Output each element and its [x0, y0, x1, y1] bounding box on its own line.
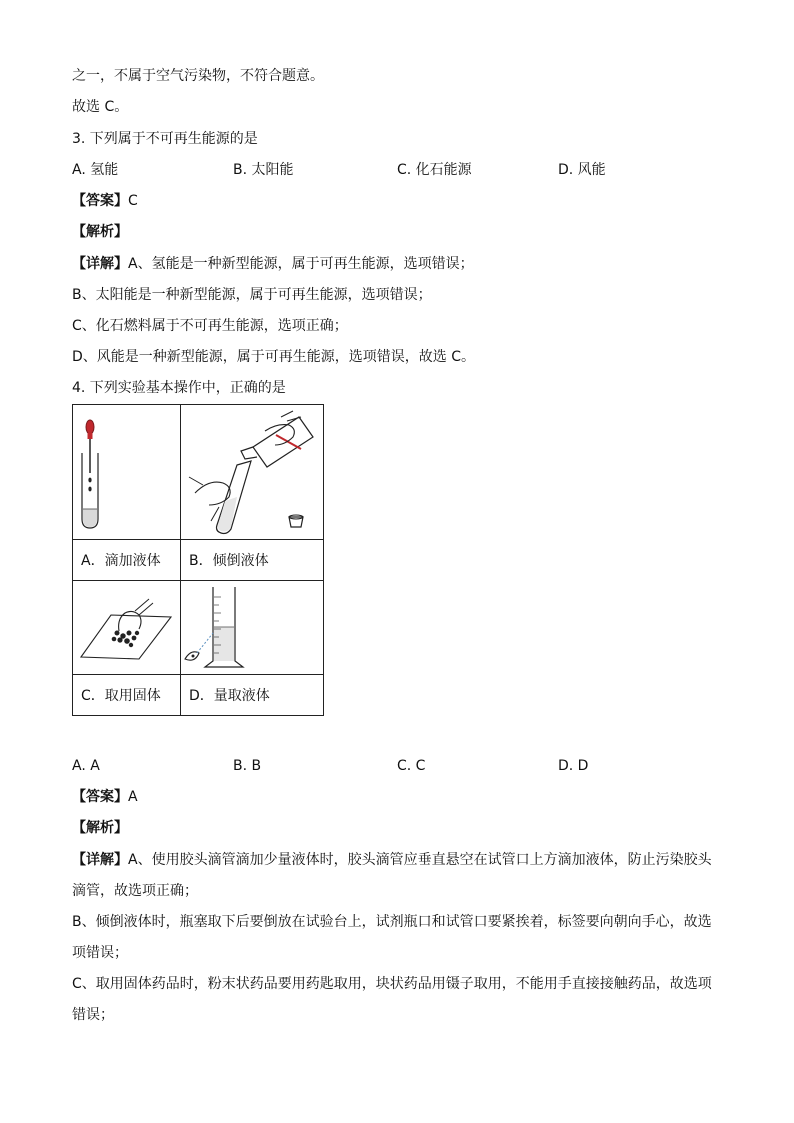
- intro-line-2: 故选 C。: [72, 99, 129, 115]
- figure-dropper: [73, 405, 181, 540]
- caption-a: A．滴加液体: [73, 540, 181, 581]
- q4-detail-line: 错误；: [72, 1007, 114, 1023]
- answer-tag: 【答案】: [72, 789, 128, 805]
- caption-d: D．量取液体: [181, 675, 324, 716]
- detail-tag: 【详解】: [72, 256, 128, 272]
- q4-detail-line: C、取用固体药品时，粉末状药品要用药匙取用，块状药品用镊子取用，不能用手直接接触药品，故选项: [72, 976, 712, 992]
- answer-value: A: [128, 789, 138, 805]
- cylinder-drawing: [181, 581, 323, 674]
- q3-option-c: C. 化石能源: [397, 162, 472, 178]
- pouring-drawing: [181, 405, 323, 539]
- figure-pouring: [181, 405, 324, 540]
- q4-option-d: D. D: [558, 758, 589, 774]
- q3-answer: [72, 191, 138, 211]
- detail-tag: 【详解】: [72, 852, 128, 868]
- solid-drawing: [73, 581, 180, 674]
- q3-detail-line: [72, 254, 474, 274]
- q4-detail-line: [72, 850, 712, 870]
- q4-detail-line: 项错误；: [72, 945, 128, 961]
- caption-b: B．倾倒液体: [181, 540, 324, 581]
- q4-detail-line: B、倾倒液体时，瓶塞取下后要倒放在试验台上，试剂瓶口和试管口要紧挨着，标签要向朝向手心，故选: [72, 914, 712, 930]
- q4-option-a: A. A: [72, 758, 100, 774]
- q4-detail-line: 滴管，故选项正确；: [72, 883, 198, 899]
- q3-detail-line: D、风能是一种新型能源，属于可再生能源，选项错误，故选 C。: [72, 349, 476, 365]
- q3-option-a: A. 氢能: [72, 162, 119, 178]
- detail-text: A、氢能是一种新型能源，属于可再生能源，选项错误；: [128, 256, 474, 272]
- intro-line-1: 之一，不属于空气污染物，不符合题意。: [72, 68, 324, 84]
- q3-detail-line: B、太阳能是一种新型能源，属于可再生能源，选项错误；: [72, 287, 432, 303]
- answer-value: C: [128, 193, 138, 209]
- operation-figure-table: [72, 404, 324, 716]
- q4-analysis-tag: 【解析】: [72, 820, 128, 836]
- figure-cylinder: [181, 581, 324, 675]
- detail-text: A、使用胶头滴管滴加少量液体时，胶头滴管应垂直悬空在试管口上方滴加液体，防止污染胶头: [128, 852, 712, 868]
- figure-solid: [73, 581, 181, 675]
- q4-option-b: B. B: [233, 758, 262, 774]
- dropper-drawing: [73, 405, 180, 539]
- q3-option-d: D. 风能: [558, 162, 606, 178]
- answer-tag: 【答案】: [72, 193, 128, 209]
- q3-option-b: B. 太阳能: [233, 162, 294, 178]
- q4-stem: 4. 下列实验基本操作中，正确的是: [72, 380, 286, 396]
- q3-stem: 3. 下列属于不可再生能源的是: [72, 131, 258, 147]
- q4-answer: [72, 787, 138, 807]
- caption-c: C．取用固体: [73, 675, 181, 716]
- q3-detail-line: C、化石燃料属于不可再生能源，选项正确；: [72, 318, 348, 334]
- q3-analysis-tag: 【解析】: [72, 224, 128, 240]
- q4-option-c: C. C: [397, 758, 426, 774]
